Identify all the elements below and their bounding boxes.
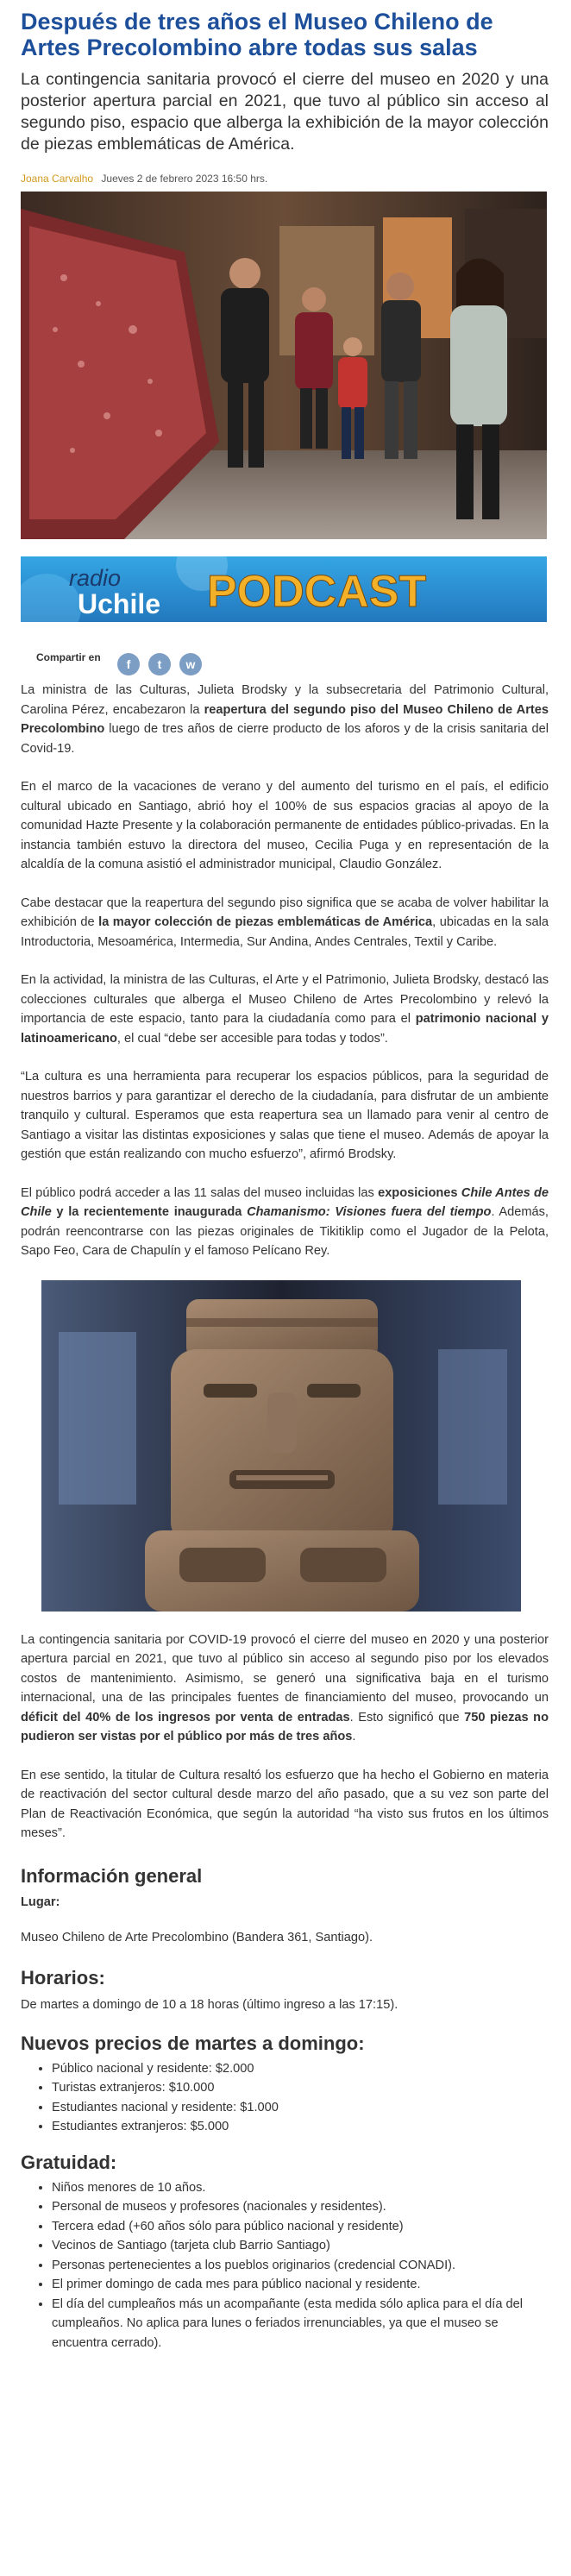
facebook-share-button[interactable]: f [117, 653, 140, 675]
main-photo-illustration [21, 192, 547, 539]
prices-list [21, 2059, 549, 2137]
list-item: • Público nacional y residente: $2.000 [52, 2059, 549, 2079]
paragraph-7: La contingencia sanitaria por COVID-19 provocó el cierre del museo en 2020 y una posterior apertura parcial en 2021, que tuvo al público sin acceso al segundo piso por los elevados costos de mantenimiento. Asimismo, se generó una significativa baja en el turismo internacional, una de las principales fuentes de financiamiento del museo, provocando un déficit del 40% de los ingresos por venta de entradas. Esto significó que 750 piezas no pudieron ser vistas por el público por más de tres años. [21, 1632, 549, 1744]
paragraph-6: El público podrá acceder a las 11 salas del museo incluidas las exposiciones Chile Antes de Chile y la recientemente inaugurada Chamanismo: Visiones fuera del tiempo. Además, podrán reencontrarse con las piezas originales de Tikitiklip como el Jugador de la Pelota, Sapo Feo, Cara de Chapulín y el famoso Pelícano Rey. [21, 1185, 549, 1258]
paragraph-3: Cabe destacar que la reapertura del segundo piso significa que se acaba de volver habilitar la exhibición de la mayor colección de piezas emblemáticas de América, ubicadas en la sala Introductoria, Mesoamérica, Intermedia, Sur Andina, Andes Centrales, Textil y Caribe. [21, 895, 549, 949]
whatsapp-share-button[interactable]: w [179, 653, 202, 675]
paragraph-4: En la actividad, la ministra de las Culturas, el Arte y el Patrimonio, Julieta Brodsky, destacó las colecciones culturales que alberga el Museo Chileno de Artes Precolombino y relevó la importancia de este espacio, tanto para la ciudadanía como para el patrimonio nacional y latinoamericano, el cual “debe ser accesible para todas y todos”. [21, 973, 549, 1046]
paragraph-2: En el marco de la vacaciones de verano y del aumento del turismo en el país, el edificio cultural ubicado en Santiago, abrió hoy el 100% de sus espacios gracias al apoyo de la comunidad Hazte Presente y la colaboración permanente de entidades público-privadas. En la instancia también estuvo la directora del museo, Cecilia Puga y en representación de la alcaldía de la comuna asistió el administrador municipal, Claudio González. [21, 780, 549, 871]
info-heading: Información general [21, 1864, 203, 1887]
paragraph-5: “La cultura es una herramienta para recuperar los espacios públicos, para la seguridad de nuestros barrios y para garantizar el derecho de la ciudadanía, para disfrutar de un ambiente tranquilo y cultural. Esperamos que esta reapertura sea un llamado para venir al centro de Santiago a visitar las distintas exposiciones y salas que tiene el museo. Además de apoyar la gestión que están realizando con mucho esfuerzo”, afirmó Brodsky. [21, 1070, 549, 1161]
hours-heading: Horarios: [21, 1966, 105, 1989]
podcast-label-text: PODCAST [207, 567, 427, 617]
article-title: Después de tres años el Museo Chileno de Artes Precolombino abre todas sus salas [21, 9, 493, 60]
article-lead: La contingencia sanitaria provocó el cierre del museo en 2020 y una posterior apertura parcial en 2021, que tuvo al público sin acceso al segundo piso, espacio que alberga la exhibición de la mayor colección de piezas emblemáticas de América. [21, 70, 549, 154]
list-item: • Estudiantes nacional y residente: $1.000 [52, 2098, 549, 2118]
free-heading: Gratuidad: [21, 2151, 117, 2173]
list-item: • Personas pertenecientes a los pueblos originarios (credencial CONADI). [52, 2256, 549, 2276]
list-item: • Turistas extranjeros: $10.000 [52, 2078, 549, 2098]
article-body-continued [21, 1630, 549, 1844]
paragraph-1: La ministra de las Culturas, Julieta Brodsky y la subsecretaria del Patrimonio Cultural, Carolina Pérez, encabezaron la reapertura del segundo piso del Museo Chileno de Artes Precolombino luego de tres años de cierre producto de los aforos y de la crisis sanitaria del Covid-19. [21, 683, 549, 756]
main-photo [21, 192, 547, 539]
podcast-banner-art [21, 556, 547, 622]
list-item: • Tercera edad (+60 años sólo para público nacional y residente) [52, 2217, 549, 2237]
sculpture-photo [41, 1280, 521, 1612]
author-link[interactable]: Joana Carvalho [21, 173, 94, 185]
free-list [21, 2178, 549, 2353]
publish-date: Jueves 2 de febrero 2023 16:50 hrs. [101, 173, 268, 185]
prices-heading: Nuevos precios de martes a domingo: [21, 2032, 365, 2054]
podcast-radio-text: radio [69, 565, 122, 591]
place-text: Museo Chileno de Arte Precolombino (Bandera 361, Santiago). [21, 1930, 373, 1945]
list-item: • Vecinos de Santiago (tarjeta club Barrio Santiago) [52, 2236, 549, 2256]
place-label: Lugar: [21, 1894, 60, 1909]
list-item: • El primer domingo de cada mes para público nacional y residente. [52, 2275, 549, 2295]
paragraph-8: En ese sentido, la titular de Cultura resaltó los esfuerzo que ha hecho el Gobierno en materia de reactivación del sector cultural desde marzo del año pasado, que a su vez son parte del Plan de Reactivación Económica, que según la autoridad “ha visto sus frutos en los últimos meses”. [21, 1768, 549, 1840]
twitter-share-button[interactable]: t [148, 653, 171, 675]
list-item: • Personal de museos y profesores (nacionales y residentes). [52, 2197, 549, 2217]
article-meta [21, 173, 549, 185]
list-item: • El día del cumpleaños más un acompañante (esta medida sólo aplica para el día del cumpleaños. No aplica para lunes o feriados irrenunciables, ya que el museo se encuentra cerrado). [52, 2295, 549, 2353]
share-label: Compartir en [36, 651, 101, 663]
list-item: • Niños menores de 10 años. [52, 2178, 549, 2198]
hours-text: De martes a domingo de 10 a 18 horas (último ingreso a las 17:15). [21, 1997, 398, 2012]
list-item: • Estudiantes extranjeros: $5.000 [52, 2117, 549, 2137]
article [21, 0, 549, 2353]
article-body [21, 681, 549, 1261]
share-bar [21, 634, 549, 669]
sculpture-illustration [41, 1280, 521, 1612]
podcast-brand-text: Uchile [78, 588, 161, 619]
podcast-banner[interactable] [21, 556, 547, 622]
general-info [21, 1864, 549, 2353]
